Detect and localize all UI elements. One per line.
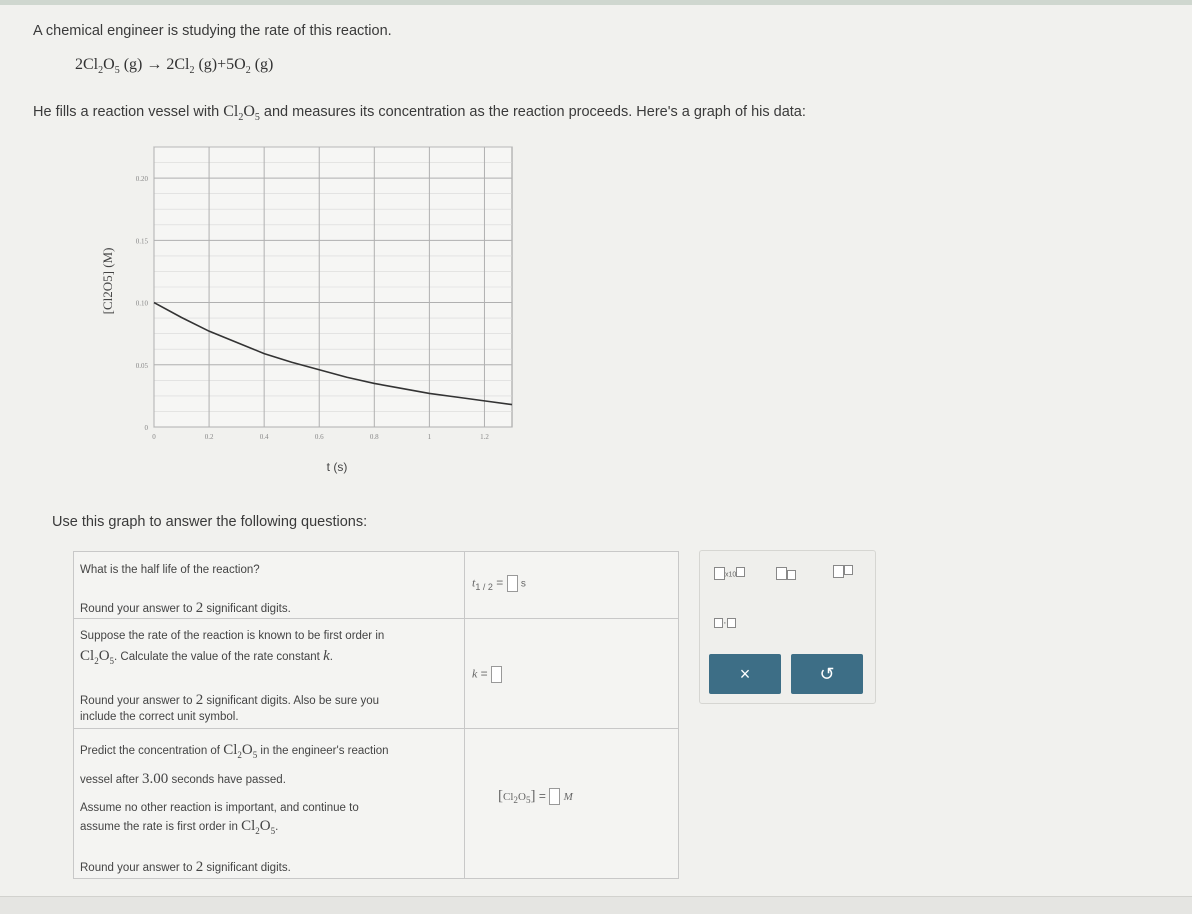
question-text: Suppose the rate of the reaction is known to be first order in bbox=[80, 630, 385, 642]
question-cell bbox=[74, 728, 465, 878]
rounding-instruction: Round your answer to 2 significant digits. Also be sure you bbox=[80, 692, 379, 708]
x-tick-label: 1 bbox=[427, 433, 432, 441]
top-accent-bar bbox=[0, 0, 1192, 5]
concentration-answer: $[Cl_2O_5] = M$ bbox=[498, 788, 573, 806]
scientific-notation-button[interactable]: x10 bbox=[714, 567, 745, 580]
question-cell bbox=[74, 618, 465, 728]
description-text: He fills a reaction vessel with $Cl_2O_5$ and measures its concentration as the reaction proceeds. Here's a graph of his data: bbox=[33, 103, 806, 124]
x-axis-label: t (s) bbox=[326, 460, 348, 474]
chart-svg bbox=[90, 135, 530, 480]
question-row-concentration bbox=[74, 728, 678, 878]
unit-instruction: include the correct unit symbol. bbox=[80, 711, 239, 723]
subscript-button[interactable] bbox=[776, 567, 796, 580]
y-tick-label: 0.05 bbox=[135, 361, 148, 370]
x-tick-label: 0.2 bbox=[204, 433, 214, 441]
x-tick-label: 0 bbox=[152, 433, 156, 441]
half-life-input[interactable] bbox=[507, 575, 518, 592]
question-cell bbox=[74, 552, 465, 618]
question-text: What is the half life of the reaction? bbox=[80, 564, 260, 576]
y-tick-label: 0.10 bbox=[135, 299, 148, 308]
footer-bar bbox=[0, 896, 1192, 914]
assumption-text: Assume no other reaction is important, and continue to bbox=[80, 802, 359, 814]
y-tick-label: 0.15 bbox=[135, 237, 148, 246]
y-tick-label: 0 bbox=[144, 424, 148, 432]
reaction-equation: $2Cl_2O_5$ $(g) \to 2Cl_2$ $(g)+5O_2$ (g) bbox=[75, 56, 274, 77]
concentration-input[interactable] bbox=[549, 788, 560, 805]
x-tick-label: 1.2 bbox=[480, 433, 489, 441]
rounding-instruction: Round your answer to 2 significant digits. bbox=[80, 600, 291, 616]
question-text: Predict the concentration of $Cl_2O_5$ in the engineer's reaction bbox=[80, 742, 389, 760]
x-tick-label: 0.4 bbox=[259, 433, 269, 441]
half-life-answer: $t_{1 / 2} = s$ bbox=[472, 575, 526, 593]
math-tools-panel bbox=[699, 550, 876, 704]
undo-button[interactable]: ↺ bbox=[791, 654, 863, 694]
question-text-cont: $Cl_2O_5$. Calculate the value of the rate constant k. bbox=[80, 648, 333, 666]
rounding-instruction: Round your answer to 2 significant digits. bbox=[80, 859, 291, 875]
concentration-chart bbox=[90, 135, 530, 480]
x-tick-label: 0.6 bbox=[314, 433, 324, 441]
question-row-half-life bbox=[74, 552, 678, 619]
question-row-rate-constant bbox=[74, 618, 678, 729]
instructions-text: Use this graph to answer the following questions: bbox=[52, 514, 368, 530]
x-tick-label: 0.8 bbox=[369, 433, 379, 441]
clear-button[interactable]: × bbox=[709, 654, 781, 694]
rate-constant-answer: k = bbox=[472, 666, 502, 683]
y-axis-label: [Cl2O5] (M) bbox=[100, 247, 115, 315]
rate-constant-input[interactable] bbox=[491, 666, 502, 683]
question-text-cont: vessel after 3.00 seconds have passed. bbox=[80, 771, 286, 787]
intro-text: A chemical engineer is studying the rate of this reaction. bbox=[33, 23, 392, 39]
y-tick-label: 0.20 bbox=[135, 175, 148, 184]
questions-table bbox=[73, 551, 679, 879]
multiply-dot-button[interactable]: · bbox=[714, 617, 736, 629]
superscript-button[interactable] bbox=[833, 565, 853, 578]
assumption-text-cont: assume the rate is first order in $Cl_2O_5$. bbox=[80, 818, 279, 836]
